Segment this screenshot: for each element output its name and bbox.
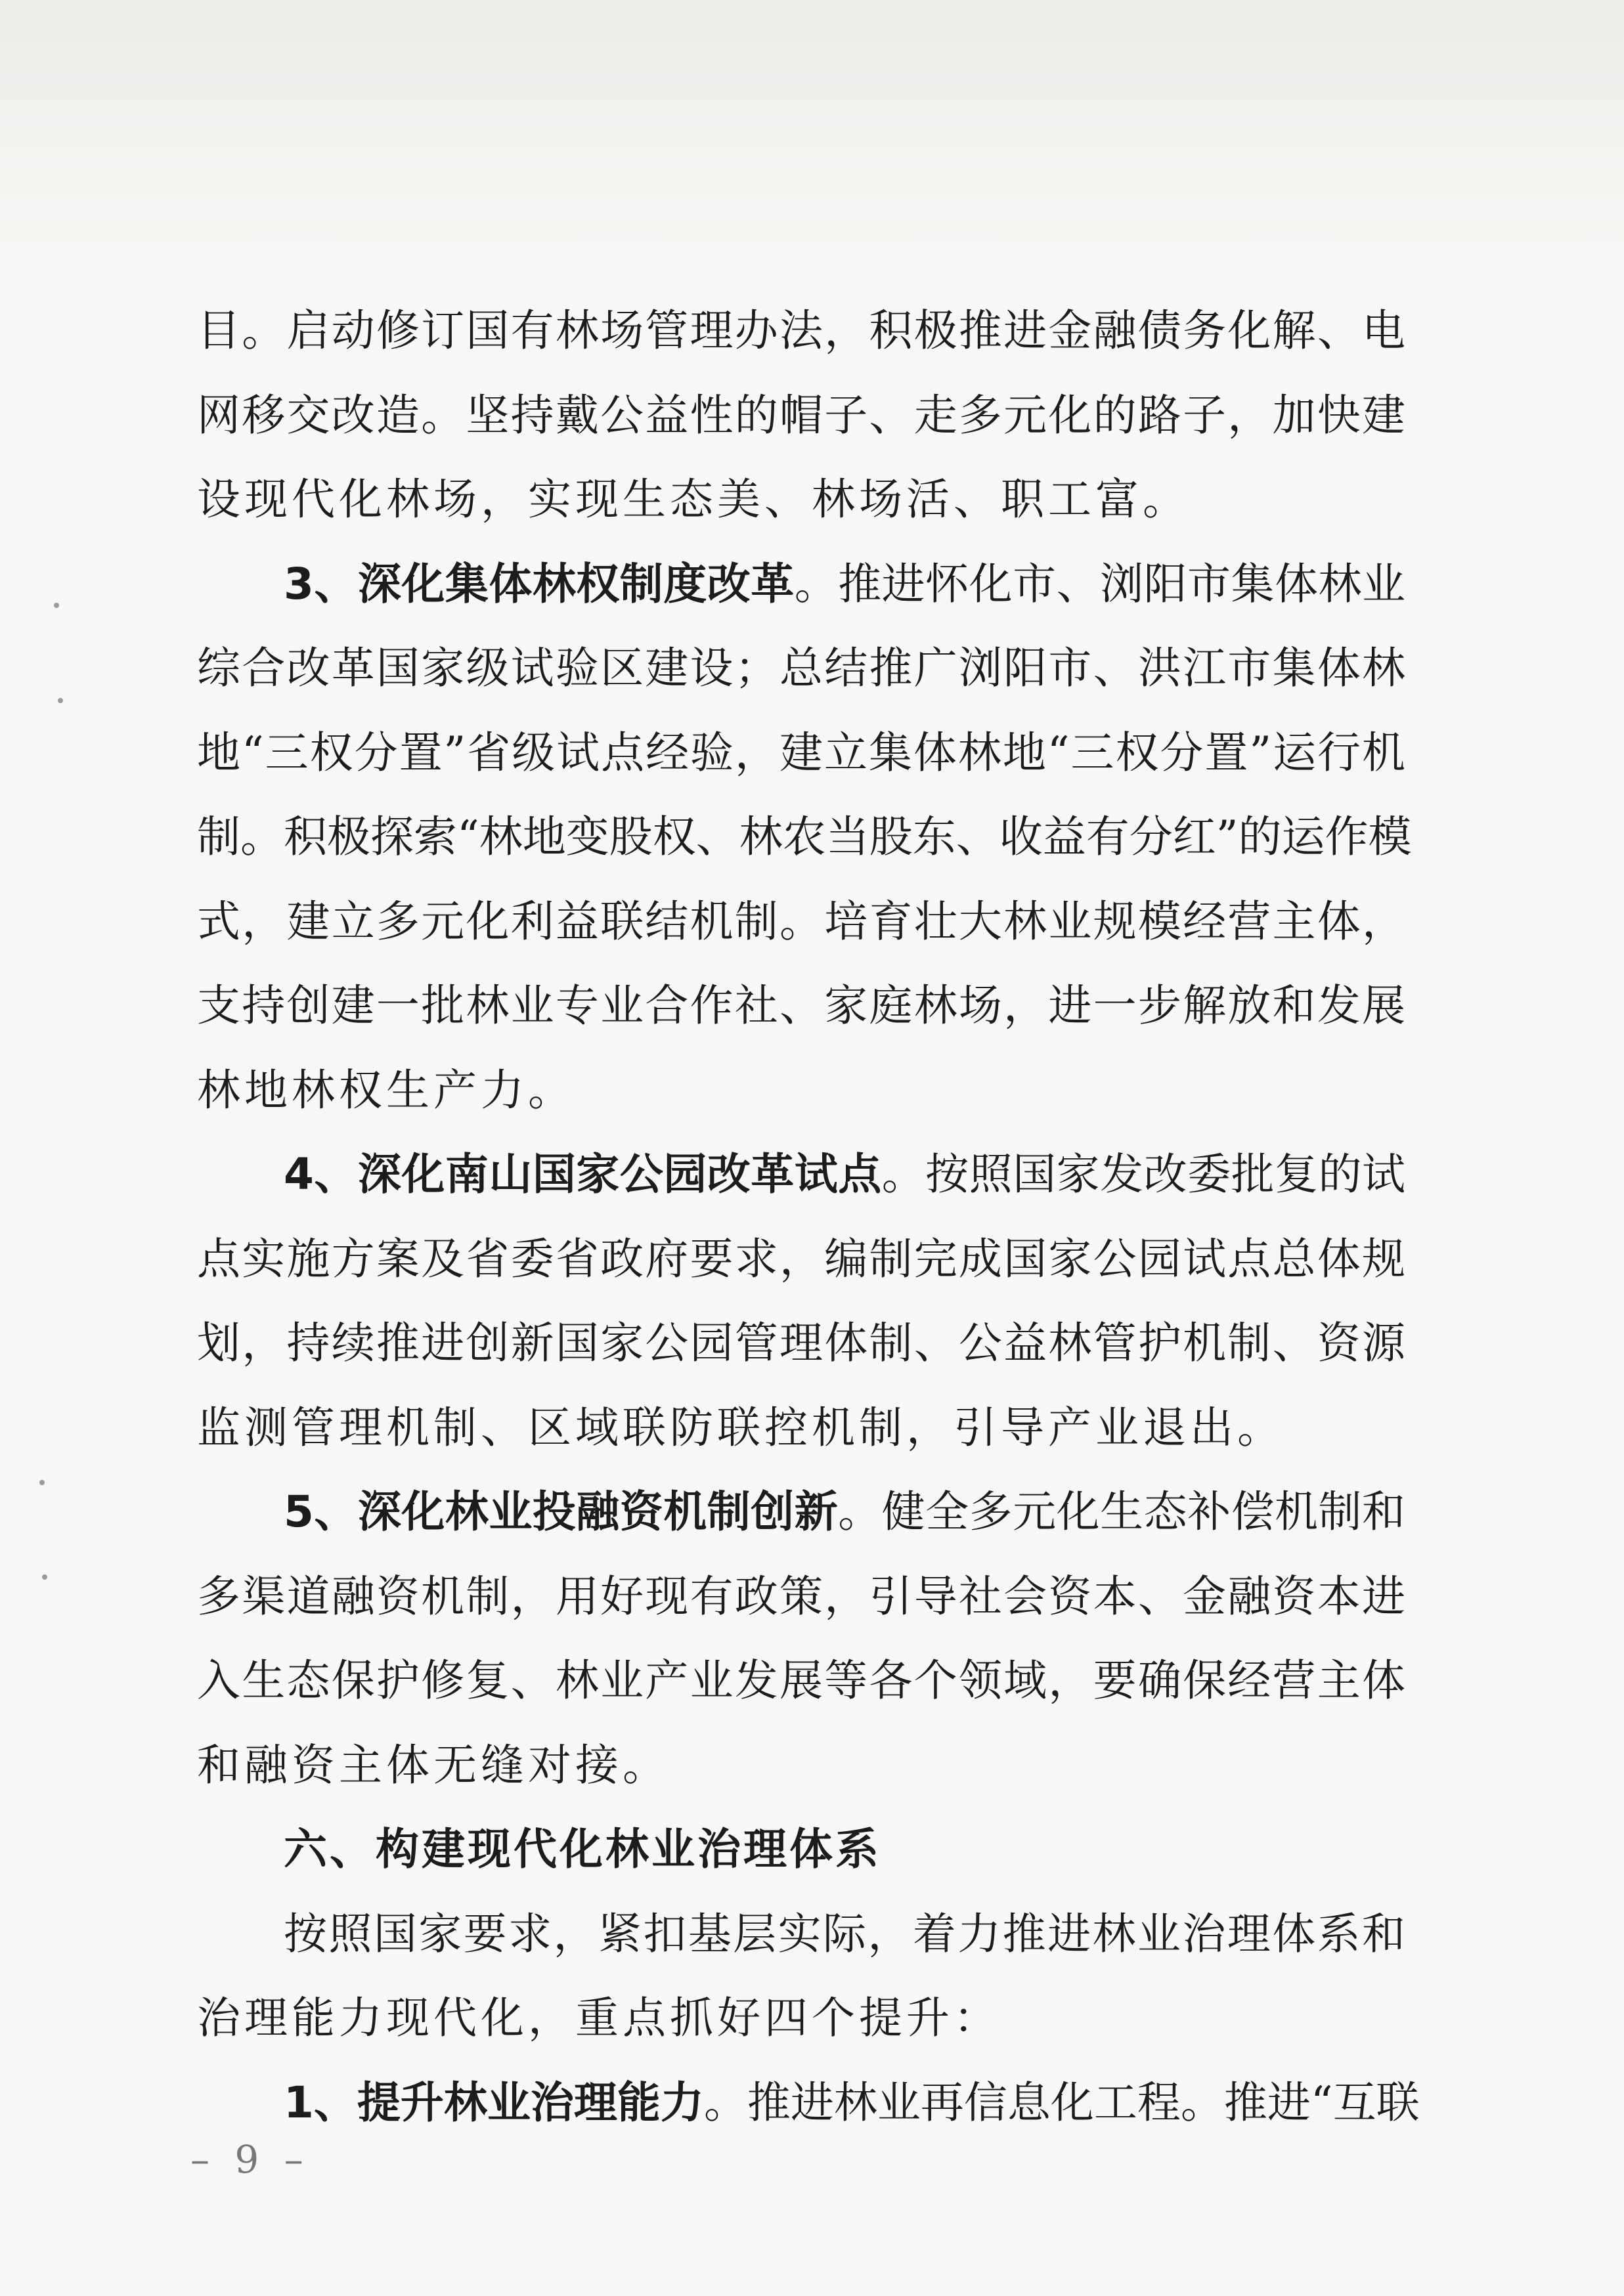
item-4-title: 4、深化南山国家公园改革试点 [284,1149,882,1200]
text-line: 治理能力现代化，重点抓好四个提升： [197,1993,1001,2043]
section-6-intro [197,1892,1405,2061]
text-line: 和融资主体无缝对接。 [197,1739,670,1790]
text-line: 目。启动修订国有林场管理办法，积极推进金融债务化解、电 [197,305,1405,356]
scan-speck [58,698,63,703]
text-line: 综合改革国家级试验区建设；总结推广浏阳市、洪江市集体林 [197,643,1405,693]
text-line [197,1133,1405,1217]
item-4-paragraph [197,1133,1405,1470]
text-line: 网移交改造。坚持戴公益性的帽子、走多元化的路子，加快建 [197,389,1405,441]
text-line: 地“三权分置”省级试点经验，建立集体林地“三权分置”运行机 [197,727,1405,778]
text-line [197,2061,1420,2146]
text-line: 监测管理机制、区域联防联控机制，引导产业退出。 [197,1402,1284,1453]
scan-speck [39,1480,45,1485]
item-6-1-paragraph [197,2061,1420,2146]
text-line: 入生态保护修复、林业产业发展等各个领域，要确保经营主体 [197,1655,1405,1706]
body-text [197,289,1420,2145]
text-line: 设现代化林场，实现生态美、林场活、职工富。 [197,474,1190,525]
scan-shading [0,0,1624,276]
item-3-paragraph [197,542,1412,1133]
text-line: 林地林权生产力。 [197,1064,575,1116]
text-line: 式，建立多元化利益联结机制。培育壮大林业规模经营主体， [197,896,1405,947]
text-line: 点实施方案及省委省政府要求，编制完成国家公园试点总体规 [197,1233,1405,1284]
text-line: 支持创建一批林业专业合作社、家庭林场，进一步解放和发展 [197,980,1405,1031]
item-5-title: 5、深化林业投融资机制创新 [284,1486,839,1537]
item-5-first-line: 。健全多元化生态补偿机制和 [838,1486,1405,1537]
section-6-heading: 六、构建现代化林业治理体系 [284,1824,881,1874]
text-line: 制。积极探索“林地变股权、林农当股东、收益有分红”的运作模 [197,812,1412,862]
scan-speck [54,603,59,608]
scan-speck [42,1574,47,1580]
text-line [197,1470,1405,1555]
item-6-1-title: 1、提升林业治理能力 [284,2077,704,2128]
text-line [197,542,1405,627]
text-line: 划，持续推进创新国家公园管理体制、公益林管护机制、资源 [197,1318,1405,1368]
item-6-1-first-line: 。推进林业再信息化工程。推进“互联 [703,2077,1420,2128]
paragraph-continuation [197,289,1405,542]
item-5-paragraph [197,1470,1405,1808]
item-3-title: 3、深化集体林权制度改革 [284,558,795,609]
text-line: 按照国家要求，紧扣基层实际，着力推进林业治理体系和 [284,1908,1405,1959]
page-number: – 9 – [190,2137,310,2182]
text-line: 多渠道融资机制，用好现有政策，引导社会资本、金融资本进 [197,1570,1405,1622]
item-4-first-line: 。按照国家发改委批复的试 [881,1149,1405,1200]
item-3-first-line: 。推进怀化市、浏阳市集体林业 [794,558,1405,609]
